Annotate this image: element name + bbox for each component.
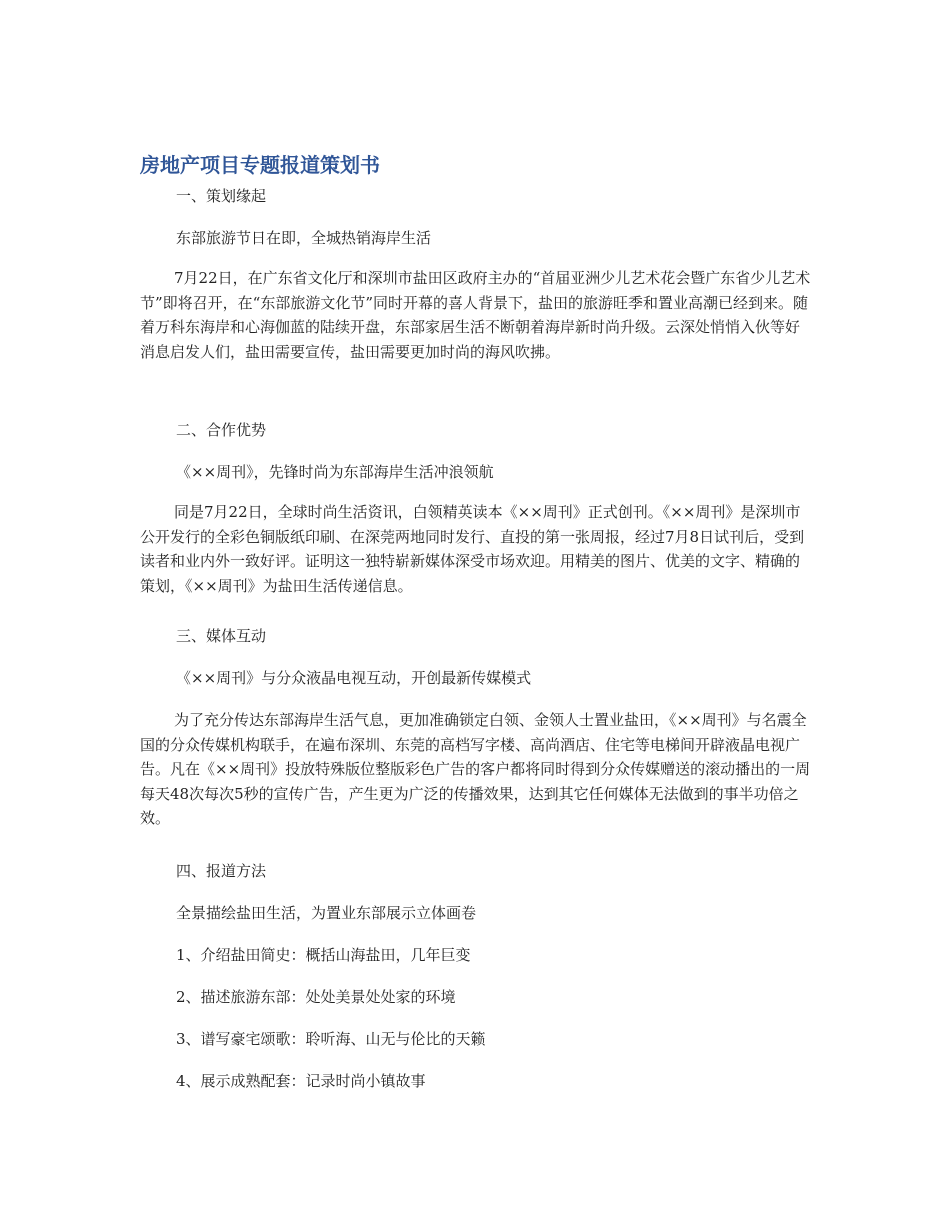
section-body-2: 同是7月22日，全球时尚生活资讯，白领精英读本《××周刊》正式创刊。《××周刊》是深圳市公开发行的全彩色铜版纸印刷、在深莞两地同时发行、直投的第一张周报，经过7月8日试刊后，受到读者和业内外一致好评。证明这一独特崭新媒体深受市场欢迎。用精美的图片、优美的文字、精确的策划，《××周刊》为盐田生活传递信息。 xyxy=(140,503,805,595)
section-heading-3: 三、媒体互动 xyxy=(176,627,267,645)
list-item: 4、展示成熟配套：记录时尚小镇故事 xyxy=(176,1072,426,1090)
section-subheading-3: 《××周刊》与分众液晶电视互动，开创最新传媒模式 xyxy=(176,669,532,687)
section-heading-1: 一、策划缘起 xyxy=(176,187,267,205)
section-body-1: 7月22日，在广东省文化厅和深圳市盐田区政府主办的“首届亚洲少儿艺术花会暨广东省少儿艺术节”即将召开，在“东部旅游文化节”同时开幕的喜人背景下，盐田的旅游旺季和置业高潮已经到来。随着万科东海岸和心海伽蓝的陆续开盘，东部家居生活不断朝着海岸新时尚升级。云深处悄悄入伙等好消息启发人们，盐田需要宣传，盐田需要更加时尚的海风吹拂。 xyxy=(140,269,811,361)
section-heading-2: 二、合作优势 xyxy=(176,421,267,439)
list-item: 2、描述旅游东部：处处美景处处家的环境 xyxy=(176,988,456,1006)
document-title: 房地产项目专题报道策划书 xyxy=(140,153,380,177)
section-subheading-4: 全景描绘盐田生活，为置业东部展示立体画卷 xyxy=(176,904,477,922)
list-item: 1、介绍盐田简史：概括山海盐田，几年巨变 xyxy=(176,946,471,964)
list-item: 3、谱写豪宅颂歌：聆听海、山无与伦比的天籁 xyxy=(176,1030,486,1048)
section-subheading-1: 东部旅游节日在即，全城热销海岸生活 xyxy=(176,229,432,247)
section-body-3: 为了充分传达东部海岸生活气息，更加准确锁定白领、金领人士置业盐田，《××周刊》与名震全国的分众传媒机构联手，在遍布深圳、东莞的高档写字楼、高尚酒店、住宅等电梯间开辟液晶电视广告。凡在《××周刊》投放特殊版位整版彩色广告的客户都将同时得到分众传媒赠送的滚动播出的一周每天48次每次5秒的宣传广告，产生更为广泛的传播效果，达到其它任何媒体无法做到的事半功倍之效。 xyxy=(140,711,811,827)
section-heading-4: 四、报道方法 xyxy=(176,862,267,880)
section-subheading-2: 《××周刊》，先锋时尚为东部海岸生活冲浪领航 xyxy=(176,463,494,481)
